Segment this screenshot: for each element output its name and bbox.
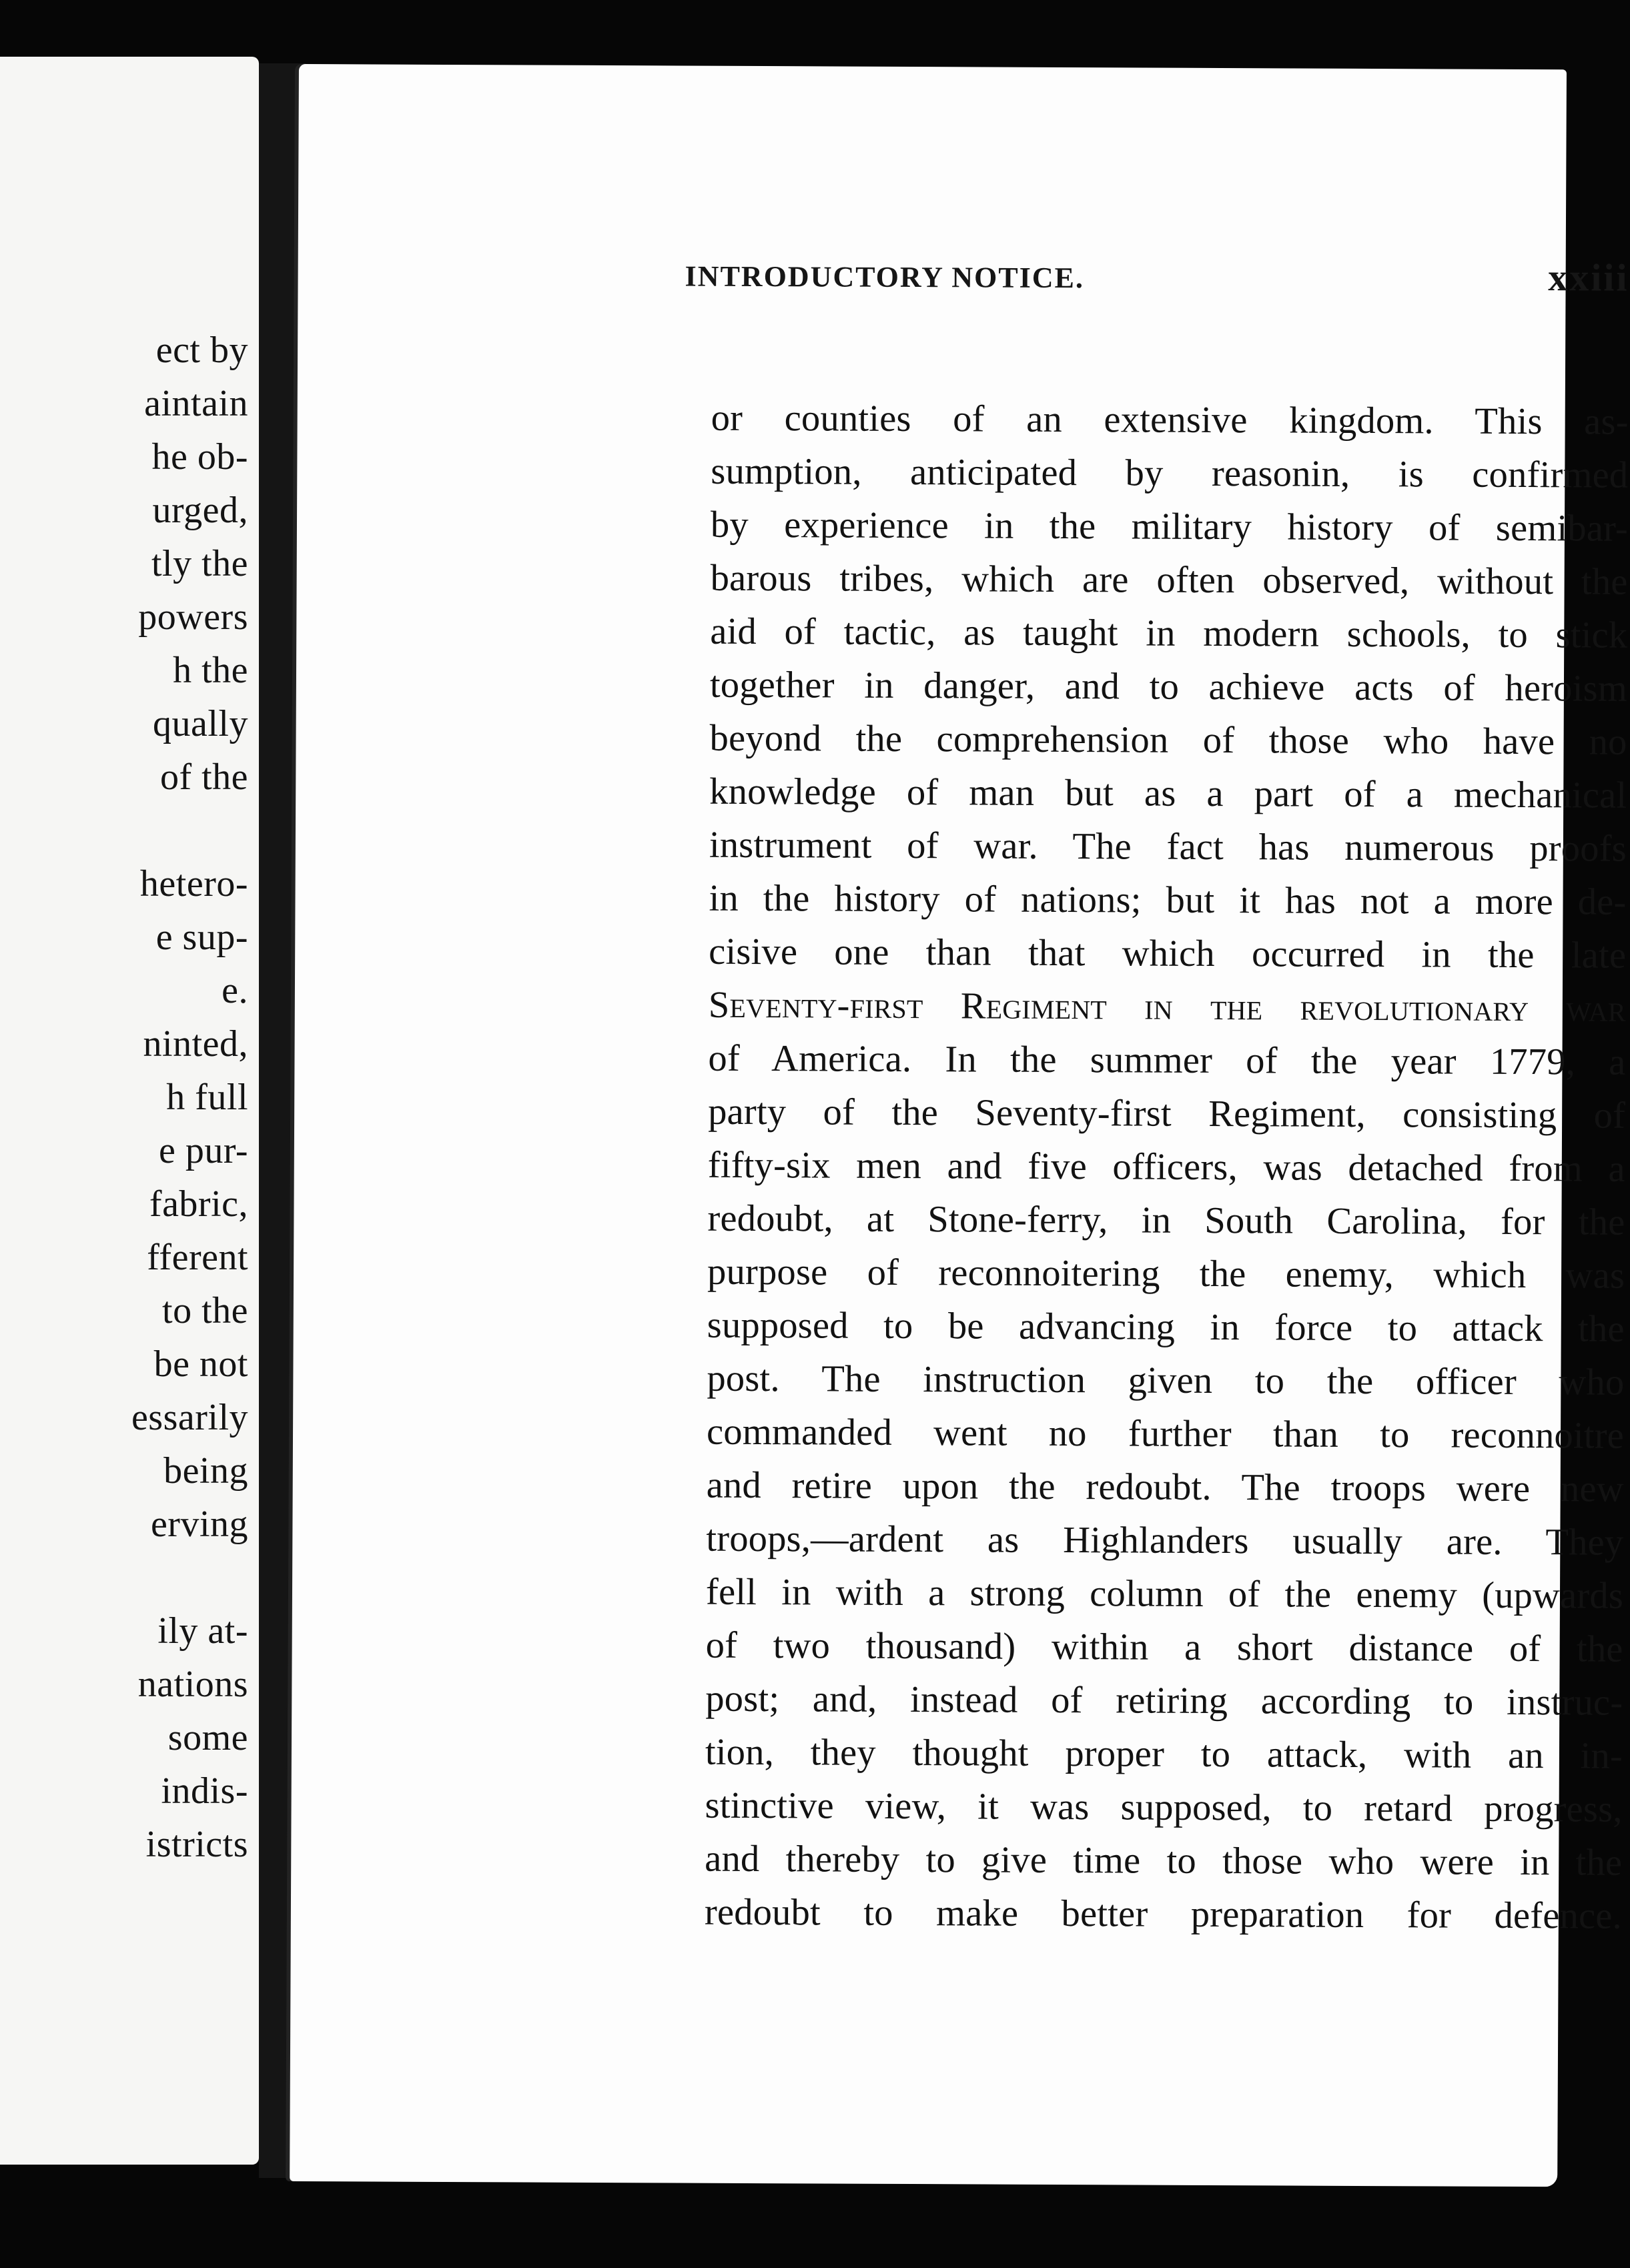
text-line: supposed to be advancing in force to attack the <box>707 1304 1625 1350</box>
text-line: in the history of nations; but it has not a more de- <box>709 877 1627 923</box>
text-line: commanded went no further than to reconnoitre <box>706 1411 1625 1457</box>
text-line: of America. In the summer of the year 1779, a <box>708 1037 1626 1083</box>
text-line: redoubt, at Stone-ferry, in South Carolina, for the <box>707 1197 1625 1243</box>
facing-page-line: istricts <box>145 1824 248 1865</box>
text-line: knowledge of man but as a part of a mechanical <box>709 770 1627 816</box>
book-page <box>290 64 1629 2187</box>
facing-page-line: be not <box>153 1343 248 1385</box>
text-line: fifty-six men and five officers, was detached from a <box>707 1144 1625 1190</box>
facing-page-line: powers <box>138 596 248 638</box>
text-line: and retire upon the redoubt. The troops were new <box>706 1464 1624 1510</box>
text-line: by experience in the military history of semibar- <box>710 504 1629 550</box>
facing-page-line: aintain <box>144 383 248 424</box>
facing-page-line: fferent <box>147 1237 248 1278</box>
facing-page-line: e sup- <box>155 917 248 958</box>
facing-page-line: qually <box>153 703 248 744</box>
text-line: beyond the comprehension of those who have no <box>709 717 1627 763</box>
text-line: purpose of reconnoitering the enemy, which was <box>707 1251 1625 1297</box>
text-line: cisive one than that which occurred in the late <box>709 931 1627 977</box>
facing-page-line: ily at- <box>157 1610 248 1652</box>
text-line: post. The instruction given to the officer who <box>707 1357 1625 1403</box>
facing-page-line: being <box>163 1450 248 1492</box>
text-line: fell in with a strong column of the enemy (upwards <box>705 1571 1624 1617</box>
facing-page-line: e pur- <box>158 1130 248 1171</box>
facing-page-line: ect by <box>155 330 248 371</box>
facing-page-line: essarily <box>131 1397 248 1438</box>
text-line: troops,—ardent as Highlanders usually are. They <box>706 1518 1624 1564</box>
text-line: redoubt to make better preparation for defence. <box>704 1891 1623 1937</box>
facing-page-line: hetero- <box>139 863 248 905</box>
text-line: Seventy-first Regiment in the revolutionary war <box>708 984 1626 1030</box>
facing-page-line: erving <box>150 1504 248 1545</box>
facing-page-line: of the <box>159 756 248 798</box>
facing-page-line: ninted, <box>143 1023 248 1065</box>
facing-page <box>0 57 259 2165</box>
running-head: INTRODUCTORY NOTICE. <box>685 259 1085 295</box>
text-line: instrument of war. The fact has numerous proofs <box>709 824 1627 870</box>
text-line: barous tribes, which are often observed, without the <box>710 557 1628 603</box>
facing-page-line: e. <box>222 970 248 1011</box>
text-line: or counties of an extensive kingdom. This as- <box>711 397 1629 443</box>
text-line: tion, they thought proper to attack, with an in- <box>705 1731 1623 1777</box>
text-line: of two thousand) within a short distance of the <box>705 1624 1623 1670</box>
body-text <box>705 392 1629 1943</box>
text-line: sumption, anticipated by reasonin, is confirmed <box>711 450 1629 496</box>
text-line: party of the Seventy-first Regiment, consisting of <box>708 1091 1626 1137</box>
facing-page-line: nations <box>137 1664 248 1705</box>
facing-page-line: urged, <box>152 490 248 531</box>
facing-page-line: he ob- <box>151 436 248 478</box>
text-line: aid of tactic, as taught in modern schools, to stick <box>710 610 1628 656</box>
facing-page-line: some <box>167 1717 248 1758</box>
facing-page-line: to the <box>162 1290 248 1331</box>
page-header <box>685 251 1629 302</box>
text-line: and thereby to give time to those who were in the <box>705 1838 1623 1884</box>
text-line: post; and, instead of retiring according to instruc- <box>705 1678 1623 1724</box>
facing-page-line: tly the <box>151 543 248 584</box>
facing-page-line: fabric, <box>149 1183 248 1225</box>
facing-page-line: h the <box>173 650 248 691</box>
facing-page-line: h full <box>166 1077 248 1118</box>
text-line: stinctive view, it was supposed, to retard progress, <box>705 1784 1623 1830</box>
page-number: xxiii <box>1548 255 1629 300</box>
facing-page-line: indis- <box>161 1770 248 1812</box>
text-line: together in danger, and to achieve acts of heroism <box>709 664 1628 710</box>
